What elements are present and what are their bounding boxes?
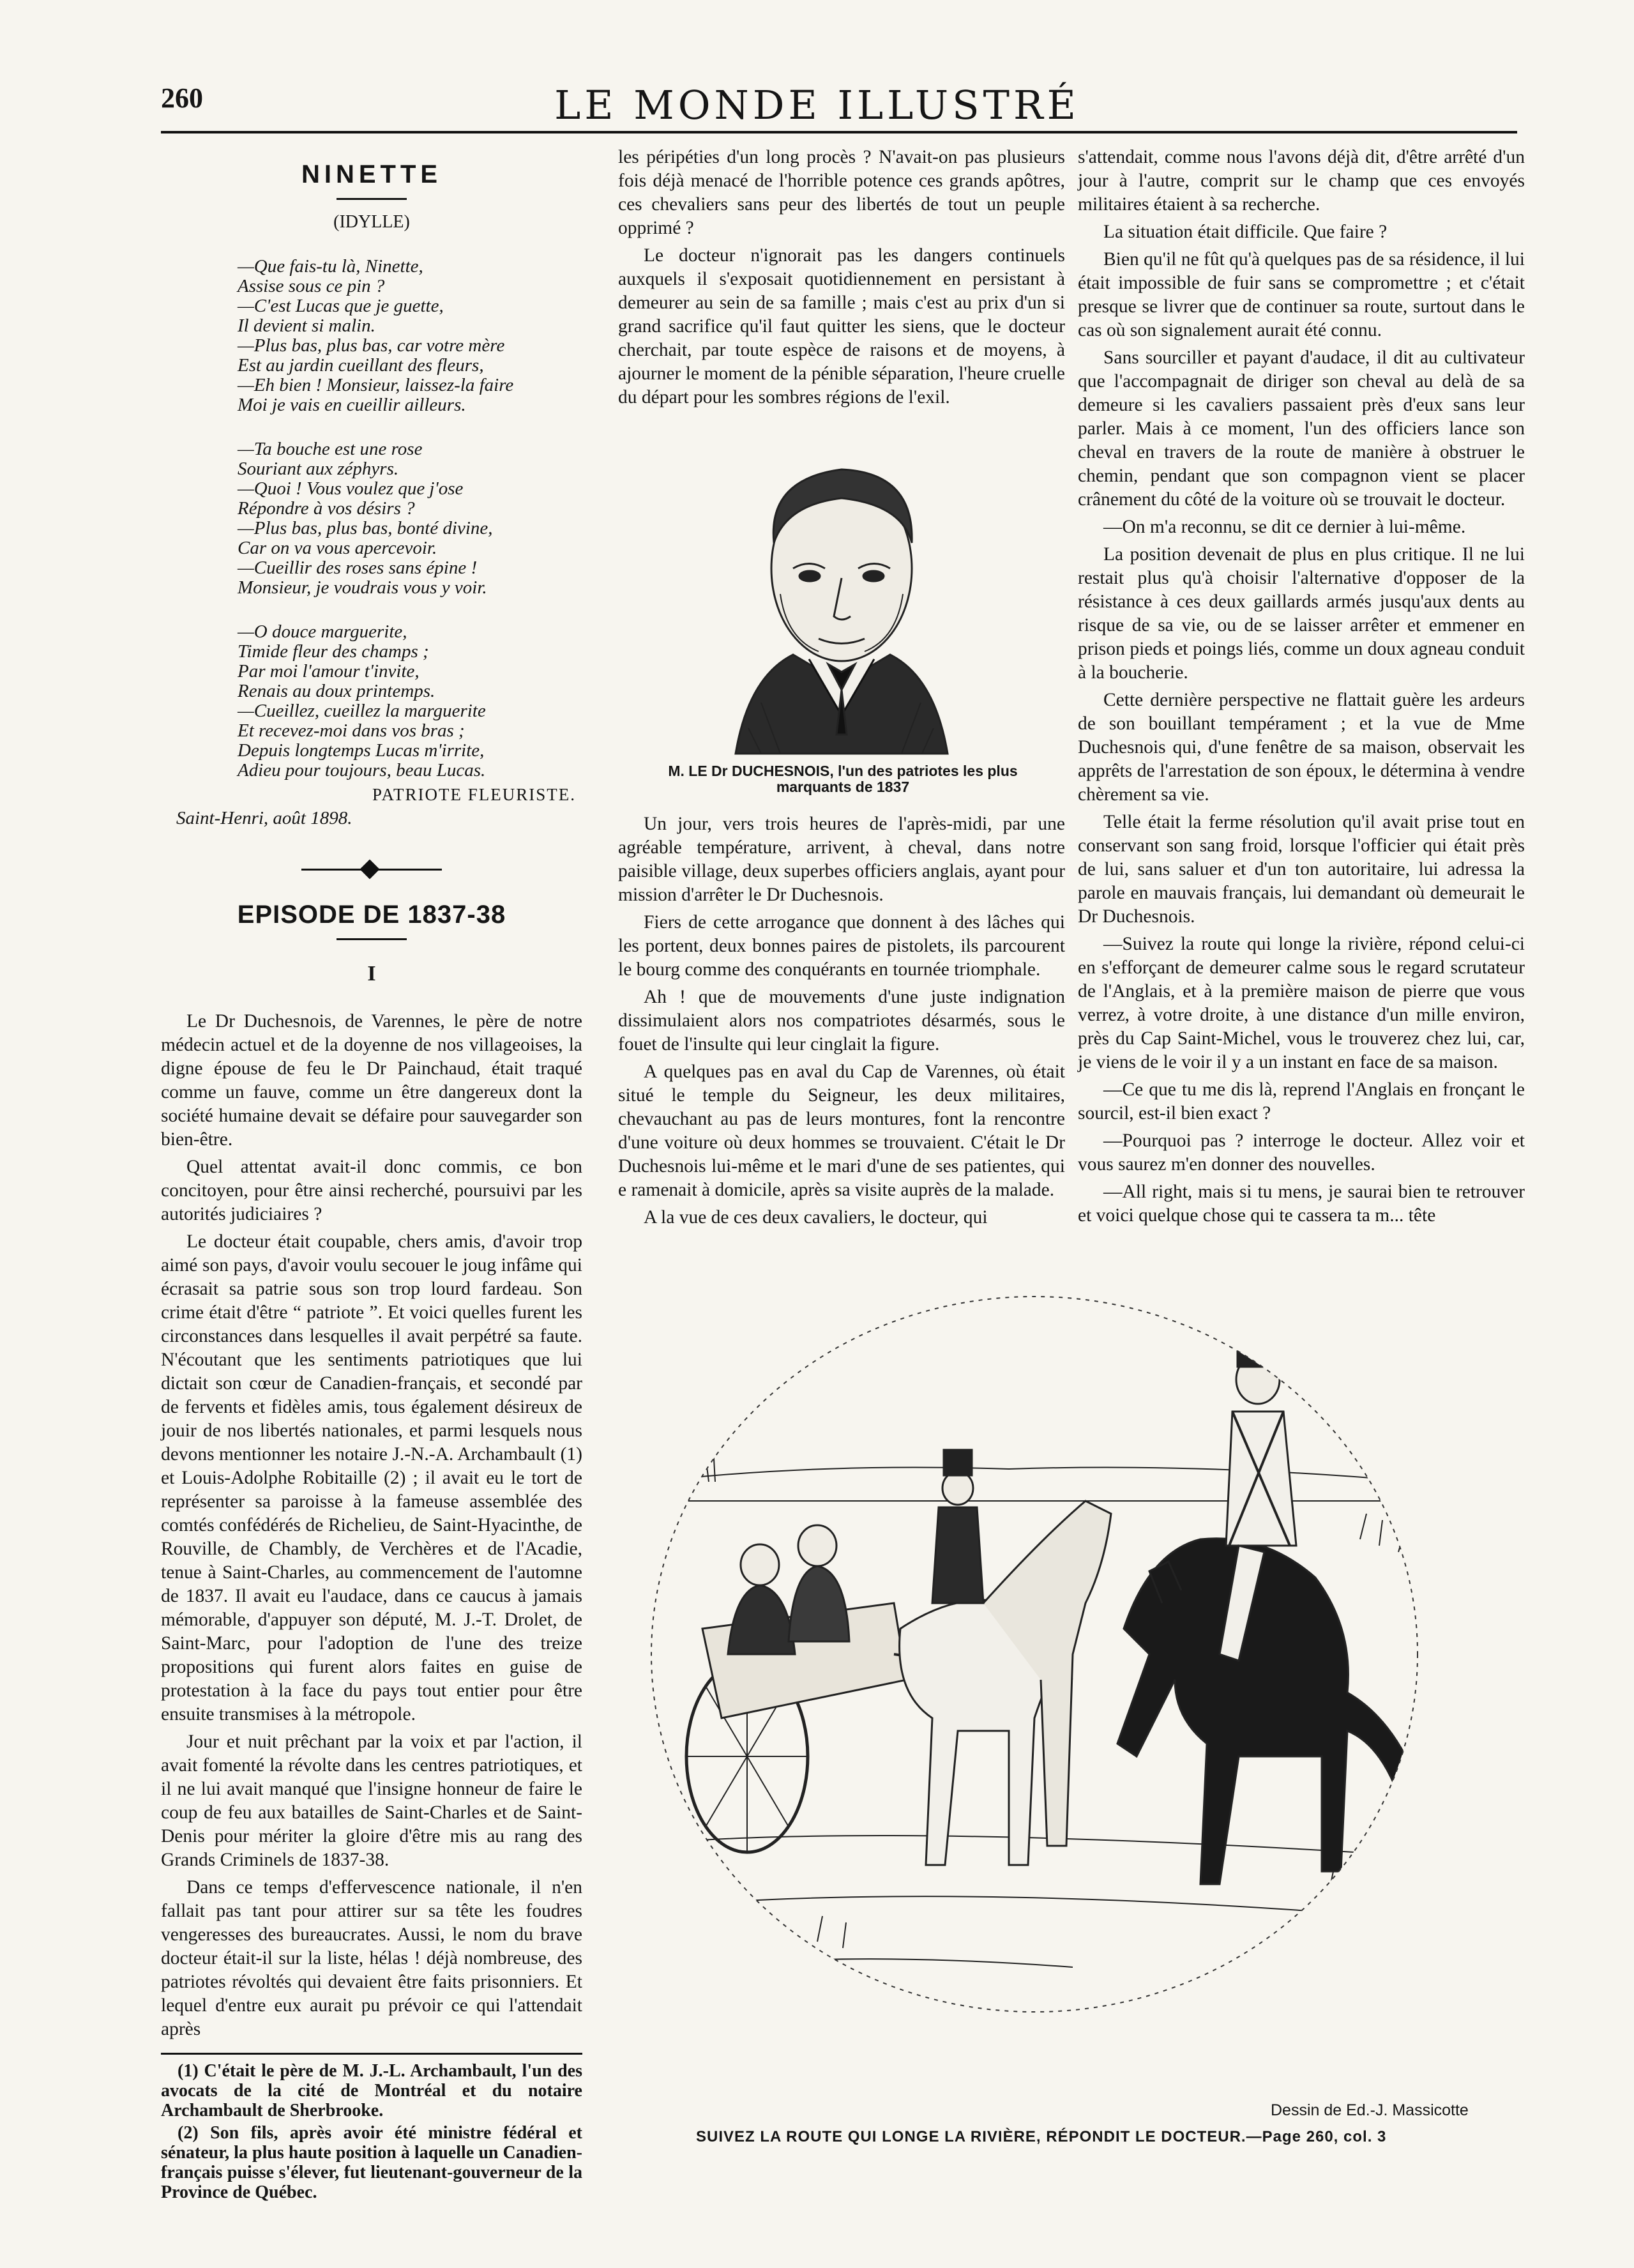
poem-line: —Que fais-tu là, Ninette, bbox=[238, 256, 423, 277]
article-paragraph: —On m'a reconnu, se dit ce dernier à lui-même. bbox=[1103, 517, 1466, 537]
poem-subtitle: (IDYLLE) bbox=[333, 212, 410, 232]
poem-body bbox=[161, 257, 582, 780]
poem-line: Adieu pour toujours, beau Lucas. bbox=[238, 760, 486, 780]
footnote: (1) C'était le père de M. J.-L. Archambault, l'un des avocats de la cité de Montréal et du notaire Archambault de Sherbrooke. bbox=[161, 2061, 582, 2120]
footnote: (2) Son fils, après avoir été ministre fédéral et sénateur, la plus haute position à laquelle un Canadien-français puisse s'élever, fut lieutenant-gouverneur de la Province de Québec. bbox=[161, 2123, 582, 2202]
article-paragraph: A quelques pas en aval du Cap de Varennes, où était situé le temple du Seigneur, les deux militaires, chevauchant au pas de leurs montures, font la rencontre d'une voiture où deux hommes se trouvaient. C'était le Dr Duchesnois lui-même et le mari d'une de ses patientes, qui e ramenait à domicile, après sa visite auprès de la malade. bbox=[618, 1062, 1065, 1200]
column-2-top bbox=[618, 146, 1065, 413]
article-paragraph: Jour et nuit prêchant par la voix et par l'action, il avait fomenté la révolte dans les centres patriotiques, et il ne lui avait manqué que l'insigne honneur de faire le coup de feu aux batailles de Saint-Charles et de Saint-Denis pour mériter la gloire d'être mis au rang des Grands Criminels de 1837-38. bbox=[161, 1731, 582, 1870]
footnotes bbox=[161, 2061, 582, 2202]
article-paragraph: Quel attentat avait-il donc commis, ce bon concitoyen, pour être ainsi recherché, poursuivi par les autorités judiciaires ? bbox=[161, 1157, 582, 1224]
article-paragraph: Le docteur était coupable, chers amis, d'avoir trop aimé son pays, d'avoir voulu secouer le joug infâme qui écrasait sa patrie sous son trop lourd fardeau. Son crime était d'être “ patriote ”. Et voici quelles furent les circonstances dans lesquelles il avait perpétré sa faute. N'écoutant que les sentiments patriotiques que lui dictait son cœur de Canadien-français, et secondé par de fervents et fidèles amis, tous également désireux de jouir de nos libertés nationales, et parmi lesquels nous devons mentionner les notaire J.-N.-A. Archambault (1) et Louis-Adolphe Robitaille (2) ; il avait eu le tort de représenter sa paroisse à la fameuse assemblée des comtés confédérés de Richelieu, de Saint-Hyacinthe, de Rouville, de Chambly, de Verchères et de l'Acadie, tenue à Saint-Charles, au commencement de l'automne de 1837. Il avait eu l'audace, dans ce caucus à jamais mémorable, d'appuyer son député, M. J.-T. Drolet, de Saint-Marc, pour l'adoption de l'une des treize propositions qui furent alors faites en guise de protestation à la face du pays tout entier pour être ensuite transmises à la métropole. bbox=[161, 1231, 582, 1724]
article-paragraph: Le docteur n'ignorait pas les dangers continuels auxquels il s'exposait quotidiennement en persistant à demeurer au sein de sa famille ; mais c'est au prix d'un si grand sacrifice qu'il faut quitter les siens, que le docteur cherchait, par toute espèce de raisons et de moyens, à ajourner le moment de la pénible séparation, l'heure cruelle du départ pour les sombres régions de l'exil. bbox=[618, 245, 1065, 407]
illustration-credit: Dessin de Ed.-J. Massicotte bbox=[1271, 2101, 1469, 2119]
article-paragraph: —Pourquoi pas ? interroge le docteur. Allez voir et vous saurez m'en donner des nouvelles. bbox=[1078, 1130, 1525, 1175]
footnote-rule bbox=[161, 2053, 582, 2055]
poem-title: NINETTE bbox=[301, 160, 443, 188]
article-paragraph: La situation était difficile. Que faire ? bbox=[1103, 222, 1388, 242]
poem-line: Monsieur, je voudrais vous y voir. bbox=[238, 577, 487, 598]
illustration-caption: SUIVEZ LA ROUTE QUI LONGE LA RIVIÈRE, RÉPONDIT LE DOCTEUR.—Page 260, col. 3 bbox=[696, 2128, 1387, 2145]
poem-line: Renais au doux printemps. bbox=[238, 681, 435, 701]
article-paragraph: —All right, mais si tu mens, je saurai bien te retrouver et voici quelque chose qui te cassera ta m... tête bbox=[1078, 1182, 1525, 1226]
article-paragraph: Fiers de cette arrogance que donnent à des lâches qui les portent, deux bonnes paires de pistolets, ils parcourent le bourg comme des conquérants en tournée triomphale. bbox=[618, 912, 1065, 980]
poem-line: Il devient si malin. bbox=[238, 316, 375, 336]
poem-line: Est au jardin cueillant des fleurs, bbox=[238, 355, 484, 376]
article-paragraph: Un jour, vers trois heures de l'après-midi, par une agréable température, arrivent, à cheval, dans notre paisible village, deux superbes officiers anglais, ayant pour mission d'arrêter le Dr Duchesnois. bbox=[618, 814, 1065, 905]
poem-line: Répondre à vos désirs ? bbox=[238, 498, 415, 519]
column-2-bottom bbox=[618, 812, 1065, 1233]
poem-line: Moi je vais en cueillir ailleurs. bbox=[238, 395, 466, 415]
article-paragraph: Telle était la ferme résolution qu'il avait prise tout en conservant son sang froid, lorsque l'officier qui était près de lui, sans saluer et d'un ton autoritaire, lui adressa la parole en mauvais français, lui demandant où demeurait le Dr Duchesnois. bbox=[1078, 812, 1525, 927]
article-paragraph: Sans sourciller et payant d'audace, il dit au cultivateur que l'accompagnait de diriger son cheval au delà de sa demeure si les cavaliers passaient près d'eux sans leur parler. Mais à ce moment, l'un des officiers lance son cheval en travers de la route de manière à obstruer le chemin, pendant que son compagnon vient se placer crânement du côté de la voiture où se trouvait le docteur. bbox=[1078, 347, 1525, 510]
poem-line: —Plus bas, plus bas, bonté divine, bbox=[238, 518, 493, 538]
poem-line: Et recevez-moi dans vos bras ; bbox=[238, 720, 465, 741]
article-paragraph: Bien qu'il ne fût qu'à quelques pas de sa résidence, il lui était impossible de fuir sans se compromettre ; et c'était presque se livrer que de continuer sa route, surtout dans le cas où son signalement aurait été connu. bbox=[1078, 249, 1525, 340]
poem-line: —Quoi ! Vous voulez que j'ose bbox=[238, 478, 464, 499]
article-paragraph: s'attendait, comme nous l'avons déjà dit, d'être arrêté d'un jour à l'autre, comprit sur le champ que ces envoyés militaires étaient à sa recherche. bbox=[1078, 147, 1525, 215]
poem-stanza-1 bbox=[238, 257, 582, 415]
section-ornament bbox=[301, 865, 442, 874]
poem-line: Car on va vous apercevoir. bbox=[238, 538, 437, 558]
article-paragraph: A la vue de ces deux cavaliers, le docteur, qui bbox=[644, 1207, 988, 1228]
article-paragraph: les péripéties d'un long procès ? N'avait-on pas plusieurs fois déjà menacé de l'horrible potence ces grands apôtres, ces chevaliers sans peur des libertés de tout un peuple opprimé ? bbox=[618, 147, 1065, 238]
article-paragraph: —Suivez la route qui longe la rivière, répond celui-ci en s'efforçant de demeurer calme sous le regard scrutateur de l'Anglais, et à la première maison de pierre que vous verrez, à votre droite, à une distance d'un mille environ, près du Cap Saint-Michel, vous le trouverez chez lui, car, je viens de le voir il y a un instant en face de sa maison. bbox=[1078, 934, 1525, 1072]
poem-place-date: Saint-Henri, août 1898. bbox=[176, 808, 352, 828]
column-1 bbox=[161, 160, 582, 2205]
article-title-rule bbox=[337, 938, 407, 940]
poem-line: Par moi l'amour t'invite, bbox=[238, 661, 420, 681]
column-3 bbox=[1078, 146, 1525, 1231]
portrait-caption: M. LE Dr DUCHESNOIS, l'un des patriotes les plus marquants de 1837 bbox=[668, 763, 1018, 795]
article-section-number: I bbox=[367, 962, 376, 986]
article-paragraph: —Ce que tu me dis là, reprend l'Anglais en fronçant le sourcil, est-il bien exact ? bbox=[1078, 1079, 1525, 1123]
poem-line: —C'est Lucas que je guette, bbox=[238, 296, 444, 316]
poem-line: Assise sous ce pin ? bbox=[238, 276, 385, 296]
poem-stanza-2 bbox=[238, 439, 582, 598]
article-paragraph: Dans ce temps d'effervescence nationale, il n'en fallait pas tant pour attirer sur sa tête les foudres vengeresses des bureaucrates. Aussi, le nom du brave docteur était-il sur la liste, hélas ! déjà nombreuse, des patriotes révoltés qui devaient être faits prisonniers. Et lequel d'entre eux aurait pu prévoir ce qui l'attendait après bbox=[161, 1877, 582, 2039]
header-rule bbox=[161, 131, 1517, 133]
article-paragraph: Le Dr Duchesnois, de Varennes, le père de notre médecin actuel et de la doyenne de nos villageoises, la digne épouse de feu le Dr Painchaud, était traqué comme un fauve, comme un être dangereux dont la société humaine devait se défaire pour sauvegarder son bien-être. bbox=[161, 1011, 582, 1150]
poem-signature: PATRIOTE FLEURISTE. bbox=[372, 785, 576, 804]
article-paragraph: Cette dernière perspective ne flattait guère les ardeurs de son bouillant tempérament ; et la vue de Mme Duchesnois qui, d'une fenêtre de sa maison, observait les apprêts de l'arrestation de son époux, le détermina à vendre chèrement sa vie. bbox=[1078, 690, 1525, 805]
poem-line: —O douce marguerite, bbox=[238, 621, 407, 642]
poem-line: Souriant aux zéphyrs. bbox=[238, 459, 399, 479]
poem-line: —Eh bien ! Monsieur, laissez-la faire bbox=[238, 375, 514, 395]
poem-line: Depuis longtemps Lucas m'irrite, bbox=[238, 740, 485, 761]
article-paragraph: La position devenait de plus en plus critique. Il ne lui restait plus qu'à choisir l'alternative d'opposer de la résistance à ces deux gaillards armés jusqu'aux dents au risque de sa vie, ou de se laisser arrêter et emmener en prison pieds et poings liés, comme un doux agneau conduit à la boucherie. bbox=[1078, 544, 1525, 683]
page-number: 260 bbox=[161, 82, 203, 114]
poem-line: Timide fleur des champs ; bbox=[238, 641, 429, 662]
journal-title: LE MONDE ILLUSTRÉ bbox=[554, 82, 1080, 128]
portrait-engraving bbox=[697, 434, 986, 766]
article-title: EPISODE DE 1837-38 bbox=[237, 901, 506, 929]
poem-line: —Cueillez, cueillez la marguerite bbox=[238, 701, 486, 721]
poem-line: —Cueillir des roses sans épine ! bbox=[238, 558, 478, 578]
poem-line: —Ta bouche est une rose bbox=[238, 439, 423, 459]
poem-title-rule bbox=[337, 198, 407, 200]
article-paragraph: Ah ! que de mouvements d'une juste indignation dissimulaient alors nos compatriotes désarmés, sous le fouet de l'insulte qui leur cinglait la figure. bbox=[618, 987, 1065, 1054]
poem-stanza-3 bbox=[238, 622, 582, 780]
arrest-scene-illustration bbox=[626, 1271, 1539, 2114]
poem-line: —Plus bas, plus bas, car votre mère bbox=[238, 335, 505, 356]
